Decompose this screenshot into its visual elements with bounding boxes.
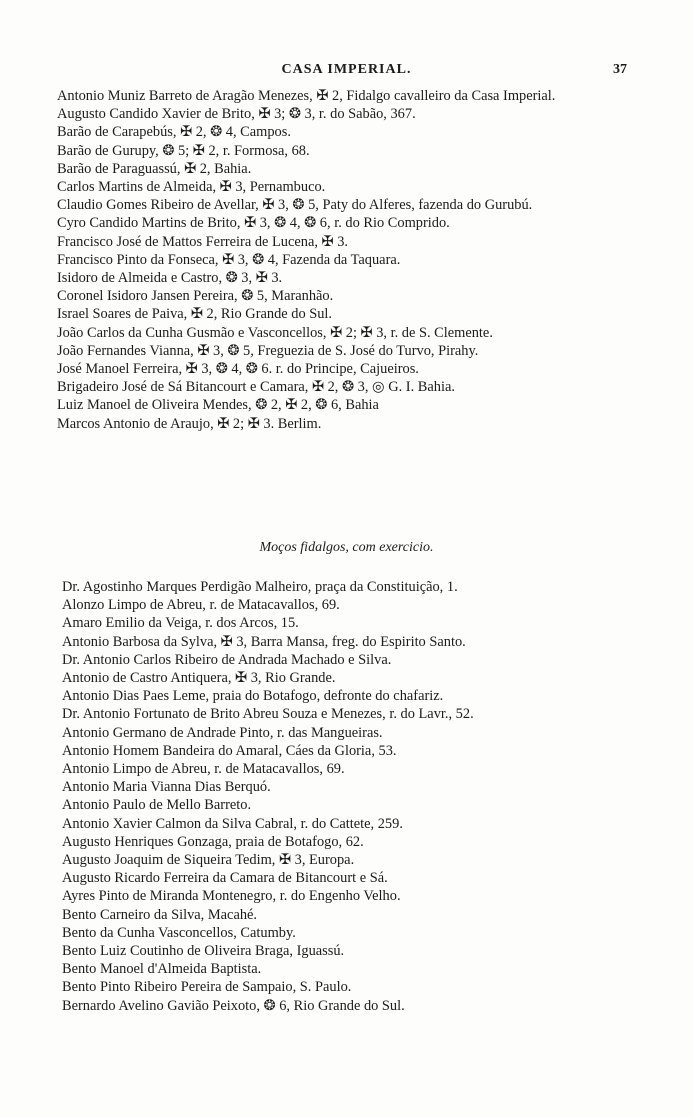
list-item: Coronel Isidoro Jansen Pereira, ❂ 5, Maranhão.	[57, 288, 334, 305]
list-item: Carlos Martins de Almeida, ✠ 3, Pernambuco.	[57, 179, 326, 196]
list-item: Brigadeiro José de Sá Bitancourt e Camara, ✠ 2, ❂ 3, ◎ G. I. Bahia.	[57, 379, 455, 396]
section-heading: Moços fidalgos, com exercicio.	[259, 540, 434, 555]
list-item: José Manoel Ferreira, ✠ 3, ❂ 4, ❂ 6. r. do Principe, Cajueiros.	[57, 361, 419, 378]
list-item: Bento Pinto Ribeiro Pereira de Sampaio, S. Paulo.	[62, 979, 352, 996]
list-item: Augusto Ricardo Ferreira da Camara de Bitancourt e Sá.	[62, 870, 388, 887]
list-item: Antonio Muniz Barreto de Aragão Menezes, ✠ 2, Fidalgo cavalleiro da Casa Imperial.	[57, 88, 556, 104]
list-item: Luiz Manoel de Oliveira Mendes, ❂ 2, ✠ 2, ❂ 6, Bahia	[57, 397, 379, 414]
list-item: Antonio Xavier Calmon da Silva Cabral, r. do Cattete, 259.	[62, 815, 403, 832]
entry-list-1	[57, 87, 631, 433]
list-item: Francisco José de Mattos Ferreira de Lucena, ✠ 3.	[57, 233, 348, 250]
list-item: Dr. Antonio Carlos Ribeiro de Andrada Machado e Silva.	[62, 651, 392, 668]
list-item: Bento Luiz Coutinho de Oliveira Braga, Iguassú.	[62, 943, 345, 960]
list-item: Amaro Emilio da Veiga, r. dos Arcos, 15.	[62, 615, 299, 632]
list-item: Augusto Joaquim de Siqueira Tedim, ✠ 3, Europa.	[62, 852, 355, 869]
list-item: Ayres Pinto de Miranda Montenegro, r. do Engenho Velho.	[62, 888, 401, 905]
list-item: Bento Manoel d'Almeida Baptista.	[62, 961, 262, 978]
entry-list-2	[62, 578, 634, 1015]
list-item: Bento Carneiro da Silva, Macahé.	[62, 906, 258, 923]
list-item: Marcos Antonio de Araujo, ✠ 2; ✠ 3. Berlim.	[57, 415, 322, 432]
list-item: Dr. Antonio Fortunato de Brito Abreu Souza e Menezes, r. do Lavr., 52.	[62, 706, 474, 723]
list-item: Antonio Homem Bandeira do Amaral, Cáes da Gloria, 53.	[62, 742, 397, 759]
page-title: CASA IMPERIAL.	[281, 62, 412, 77]
running-header	[0, 62, 693, 84]
list-item: Claudio Gomes Ribeiro de Avellar, ✠ 3, ❂ 5, Paty do Alferes, fazenda do Gurubú.	[57, 197, 533, 214]
list-item: Barão de Paraguassú, ✠ 2, Bahia.	[57, 160, 252, 177]
list-item: Antonio Germano de Andrade Pinto, r. das Mangueiras.	[62, 724, 383, 741]
list-item: Augusto Candido Xavier de Brito, ✠ 3; ❂ 3, r. do Sabão, 367.	[57, 106, 416, 123]
list-item: Antonio Limpo de Abreu, r. de Matacavallos, 69.	[62, 761, 345, 778]
list-item: Cyro Candido Martins de Brito, ✠ 3, ❂ 4, ❂ 6, r. do Rio Comprido.	[57, 215, 450, 232]
list-item: Antonio Maria Vianna Dias Berquó.	[62, 779, 271, 796]
list-item: Bento da Cunha Vasconcellos, Catumby.	[62, 924, 296, 941]
list-item: Israel Soares de Paiva, ✠ 2, Rio Grande do Sul.	[57, 306, 333, 323]
list-item: Antonio de Castro Antiquera, ✠ 3, Rio Grande.	[62, 670, 336, 687]
list-item: Augusto Henriques Gonzaga, praia de Botafogo, 62.	[62, 833, 364, 850]
list-item: Alonzo Limpo de Abreu, r. de Matacavallos, 69.	[62, 597, 340, 614]
list-item: Dr. Agostinho Marques Perdigão Malheiro, praça da Constituição, 1.	[62, 579, 458, 595]
list-item: Antonio Paulo de Mello Barreto.	[62, 797, 252, 814]
list-item: João Carlos da Cunha Gusmão e Vasconcellos, ✠ 2; ✠ 3, r. de S. Clemente.	[57, 324, 493, 341]
list-item: Antonio Dias Paes Leme, praia do Botafogo, defronte do chafariz.	[62, 688, 444, 705]
list-item: João Fernandes Vianna, ✠ 3, ❂ 5, Freguezia de S. José do Turvo, Pirahy.	[57, 342, 479, 359]
list-item: Barão de Gurupy, ❂ 5; ✠ 2, r. Formosa, 68.	[57, 142, 310, 159]
list-item: Francisco Pinto da Fonseca, ✠ 3, ❂ 4, Fazenda da Taquara.	[57, 251, 401, 268]
list-item: Isidoro de Almeida e Castro, ❂ 3, ✠ 3.	[57, 270, 283, 287]
list-item: Antonio Barbosa da Sylva, ✠ 3, Barra Mansa, freg. do Espirito Santo.	[62, 633, 466, 650]
list-item: Barão de Carapebús, ✠ 2, ❂ 4, Campos.	[57, 124, 291, 141]
page-number: 37	[613, 62, 627, 77]
list-item: Bernardo Avelino Gavião Peixoto, ❂ 6, Rio Grande do Sul.	[62, 997, 405, 1014]
